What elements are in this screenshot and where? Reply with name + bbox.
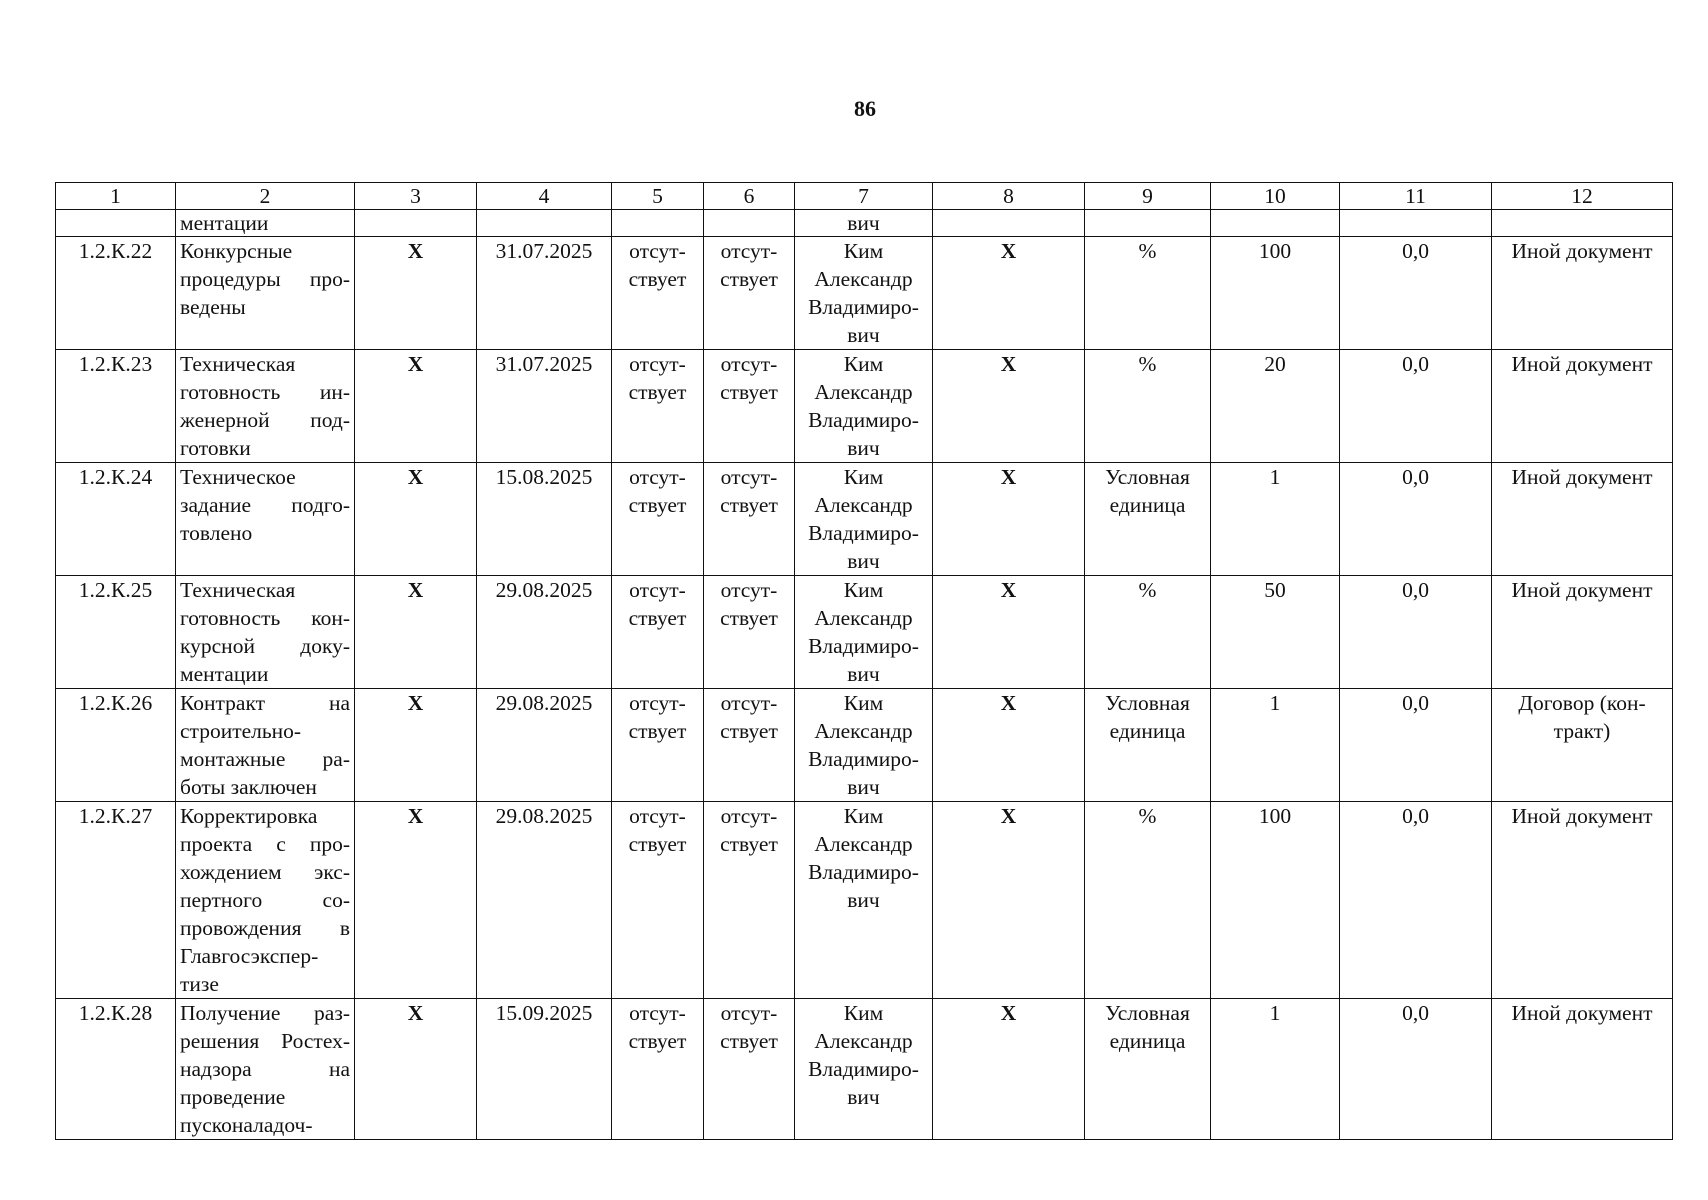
- row-id: 1.2.К.22: [56, 237, 176, 350]
- row-col8: X: [933, 576, 1085, 689]
- col-header-7: 7: [795, 183, 933, 210]
- row-responsible: Ким Александр Владимиро-вич: [795, 576, 933, 689]
- row-col8: X: [933, 237, 1085, 350]
- row-value: 1: [1211, 463, 1340, 576]
- row-date: 29.08.2025: [477, 689, 612, 802]
- row-col6: отсут-ствует: [704, 802, 795, 999]
- row-col6: отсут-ствует: [704, 576, 795, 689]
- row-name: Корректировка проекта с про-хождением экс-пертного со-провождения в Главгосэкспер-тизе: [176, 802, 355, 999]
- row-id: 1.2.К.23: [56, 350, 176, 463]
- row-id: 1.2.К.25: [56, 576, 176, 689]
- activity-table: [55, 182, 1673, 1140]
- row-responsible: Ким Александр Владимиро-вич: [795, 999, 933, 1140]
- row-document: Иной документ: [1492, 463, 1673, 576]
- row-col8: X: [933, 463, 1085, 576]
- row-col5: отсут-ствует: [612, 237, 704, 350]
- row-col6: отсут-ствует: [704, 463, 795, 576]
- row-col11: 0,0: [1340, 237, 1492, 350]
- col-header-5: 5: [612, 183, 704, 210]
- row-date: 31.07.2025: [477, 350, 612, 463]
- col-header-9: 9: [1085, 183, 1211, 210]
- row-name: Контракт на строительно-монтажные ра-боты заключен: [176, 689, 355, 802]
- row-col6: отсут-ствует: [704, 350, 795, 463]
- row-document: Иной документ: [1492, 350, 1673, 463]
- row-value: 20: [1211, 350, 1340, 463]
- table-row: [56, 576, 1673, 689]
- row-name: Техническая готовность кон-курсной доку-ментации: [176, 576, 355, 689]
- row-date: 15.08.2025: [477, 463, 612, 576]
- table-row: [56, 350, 1673, 463]
- table-row: [56, 463, 1673, 576]
- col-header-3: 3: [355, 183, 477, 210]
- row-name: Получение раз-решения Ростех-надзора на проведение пусконаладоч-: [176, 999, 355, 1140]
- col-header-10: 10: [1211, 183, 1340, 210]
- row-unit: %: [1085, 350, 1211, 463]
- row-responsible: Ким Александр Владимиро-вич: [795, 802, 933, 999]
- row-id: 1.2.К.26: [56, 689, 176, 802]
- row-responsible: Ким Александр Владимиро-вич: [795, 350, 933, 463]
- table-row: [56, 237, 1673, 350]
- row-date: 29.08.2025: [477, 802, 612, 999]
- row-responsible: Ким Александр Владимиро-вич: [795, 237, 933, 350]
- row-col5: отсут-ствует: [612, 350, 704, 463]
- row-name: Конкурсные процедуры про-ведены: [176, 237, 355, 350]
- col-header-4: 4: [477, 183, 612, 210]
- row-col5: отсут-ствует: [612, 463, 704, 576]
- row-col5: отсут-ствует: [612, 999, 704, 1140]
- row-col8: X: [933, 999, 1085, 1140]
- row-unit: %: [1085, 576, 1211, 689]
- row-col11: 0,0: [1340, 350, 1492, 463]
- row-col11: 0,0: [1340, 576, 1492, 689]
- col-header-8: 8: [933, 183, 1085, 210]
- row-date: 31.07.2025: [477, 237, 612, 350]
- row-document: Иной документ: [1492, 237, 1673, 350]
- row-col11: 0,0: [1340, 802, 1492, 999]
- col-header-2: 2: [176, 183, 355, 210]
- table-row: [56, 999, 1673, 1140]
- row-responsible: Ким Александр Владимиро-вич: [795, 463, 933, 576]
- row-value: 100: [1211, 802, 1340, 999]
- row-mark: X: [355, 576, 477, 689]
- row-mark: X: [355, 463, 477, 576]
- row-date: 15.09.2025: [477, 999, 612, 1140]
- row-id: 1.2.К.24: [56, 463, 176, 576]
- row-col8: X: [933, 689, 1085, 802]
- row-document: Иной документ: [1492, 999, 1673, 1140]
- col-header-12: 12: [1492, 183, 1673, 210]
- col-header-11: 11: [1340, 183, 1492, 210]
- column-number-row: [56, 183, 1673, 210]
- table-row: [56, 689, 1673, 802]
- col-header-6: 6: [704, 183, 795, 210]
- table-row: [56, 802, 1673, 999]
- row-document: Иной документ: [1492, 802, 1673, 999]
- continued-name: ментации: [176, 210, 355, 237]
- row-name: Техническое задание подго-товлено: [176, 463, 355, 576]
- row-unit: %: [1085, 237, 1211, 350]
- row-col8: X: [933, 350, 1085, 463]
- row-value: 50: [1211, 576, 1340, 689]
- row-id: 1.2.К.28: [56, 999, 176, 1140]
- row-unit: %: [1085, 802, 1211, 999]
- row-col11: 0,0: [1340, 689, 1492, 802]
- row-unit: Условная единица: [1085, 689, 1211, 802]
- row-value: 100: [1211, 237, 1340, 350]
- row-mark: X: [355, 999, 477, 1140]
- col-header-1: 1: [56, 183, 176, 210]
- row-name: Техническая готовность ин-женерной под-готовки: [176, 350, 355, 463]
- row-col5: отсут-ствует: [612, 802, 704, 999]
- row-col6: отсут-ствует: [704, 689, 795, 802]
- row-responsible: Ким Александр Владимиро-вич: [795, 689, 933, 802]
- row-document: Иной документ: [1492, 576, 1673, 689]
- row-mark: X: [355, 689, 477, 802]
- continued-person: вич: [795, 210, 933, 237]
- page-number: 86: [854, 96, 876, 121]
- row-col6: отсут-ствует: [704, 237, 795, 350]
- row-unit: Условная единица: [1085, 999, 1211, 1140]
- continuation-row: [56, 210, 1673, 237]
- row-value: 1: [1211, 689, 1340, 802]
- row-document: Договор (кон-тракт): [1492, 689, 1673, 802]
- row-mark: X: [355, 802, 477, 999]
- row-id: 1.2.К.27: [56, 802, 176, 999]
- row-col6: отсут-ствует: [704, 999, 795, 1140]
- row-date: 29.08.2025: [477, 576, 612, 689]
- row-value: 1: [1211, 999, 1340, 1140]
- row-col11: 0,0: [1340, 463, 1492, 576]
- row-col11: 0,0: [1340, 999, 1492, 1140]
- row-col5: отсут-ствует: [612, 689, 704, 802]
- row-col5: отсут-ствует: [612, 576, 704, 689]
- row-col8: X: [933, 802, 1085, 999]
- row-mark: X: [355, 350, 477, 463]
- row-unit: Условная единица: [1085, 463, 1211, 576]
- row-mark: X: [355, 237, 477, 350]
